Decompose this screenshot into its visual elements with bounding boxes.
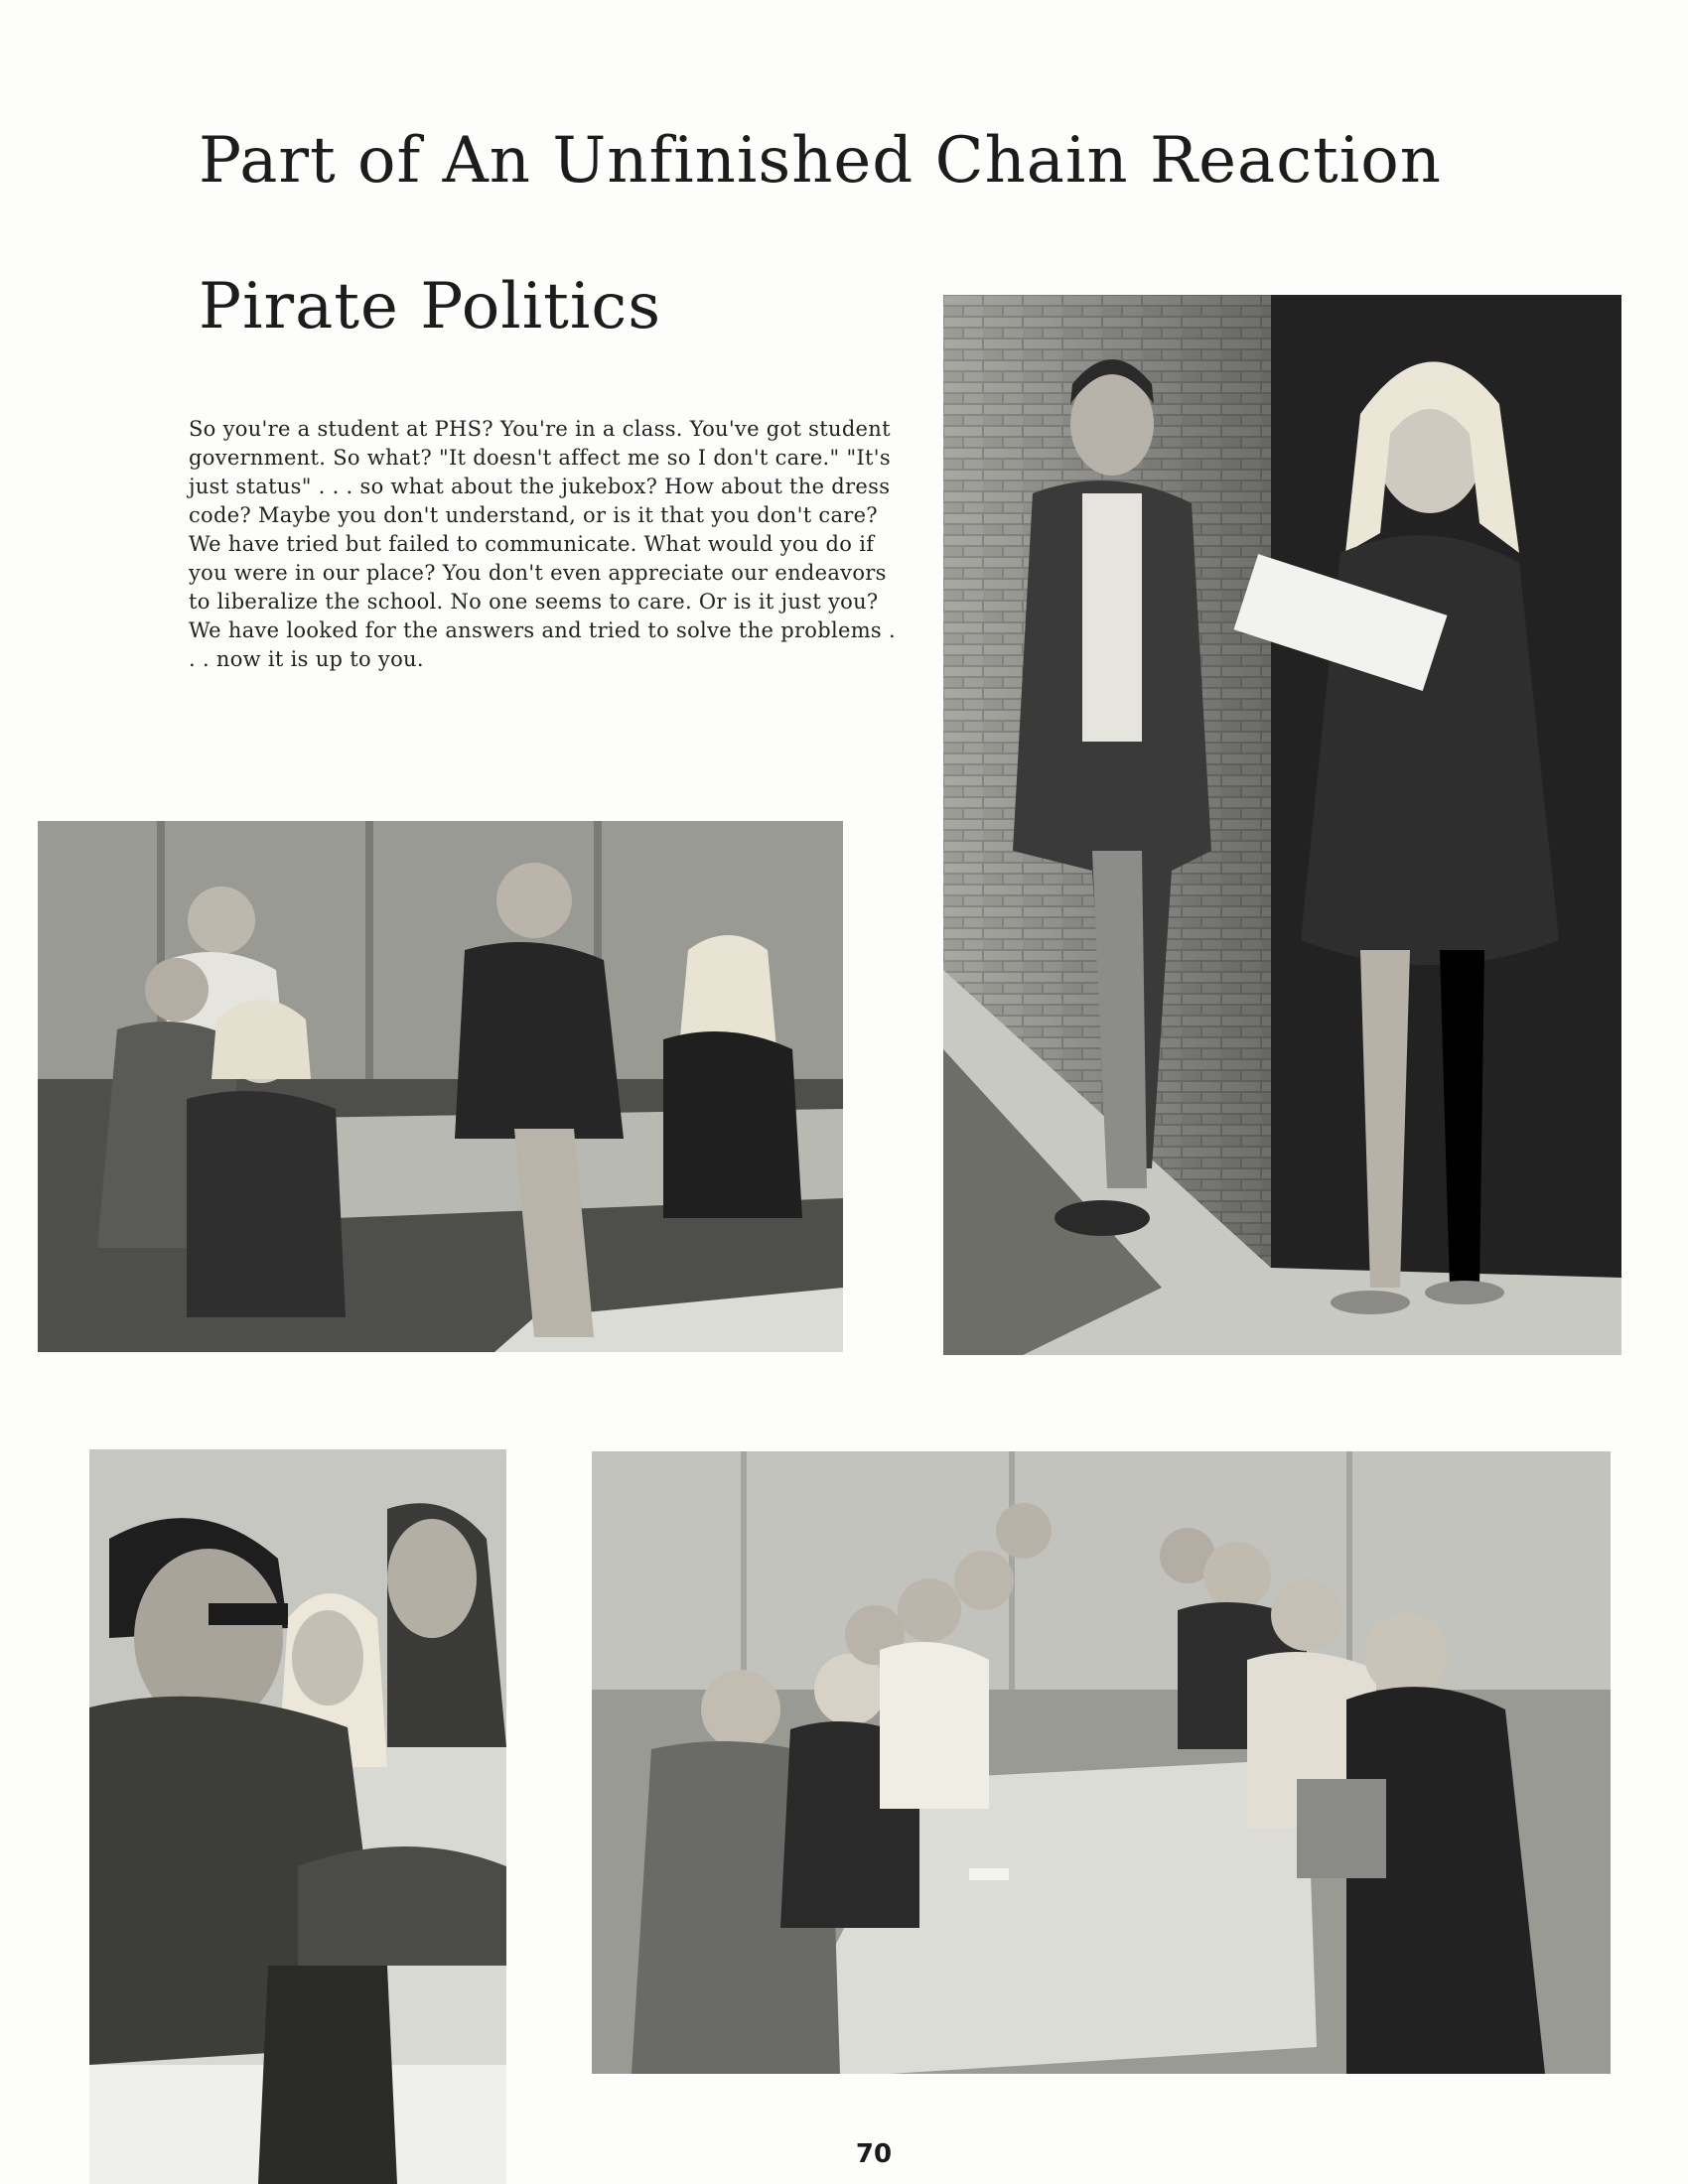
photo-students-seated-image <box>89 1449 506 2184</box>
photo-couple-brick-wall-image <box>943 295 1621 1355</box>
photo-group-at-table <box>592 1451 1611 2074</box>
photo-group-at-table-image <box>592 1451 1611 2074</box>
section-title: Part of An Unfinished Chain Reaction <box>199 124 1442 198</box>
body-paragraph: So you're a student at PHS? You're in a class. You've got student government. So what? "It doesn't affect me so I don't care." "It's just status" . . . so what about the jukebox? How about the dress code? Maybe you don't understand, or is it that you don't care? We have tried but failed to communicate. What would you do if you were in our place? You don't even appreciate our endeavors to liberalize the school. No one seems to care. Or is it just you? We have looked for the answers and tried to solve the problems . . . now it is up to you. <box>189 417 896 671</box>
photo-group-on-benches-image <box>38 821 843 1352</box>
photo-group-on-benches <box>38 821 843 1352</box>
photo-students-seated <box>89 1449 506 2184</box>
photo-couple-brick-wall <box>943 295 1621 1355</box>
page-number: 70 <box>855 2139 893 2169</box>
page-title: Pirate Politics <box>199 270 662 343</box>
